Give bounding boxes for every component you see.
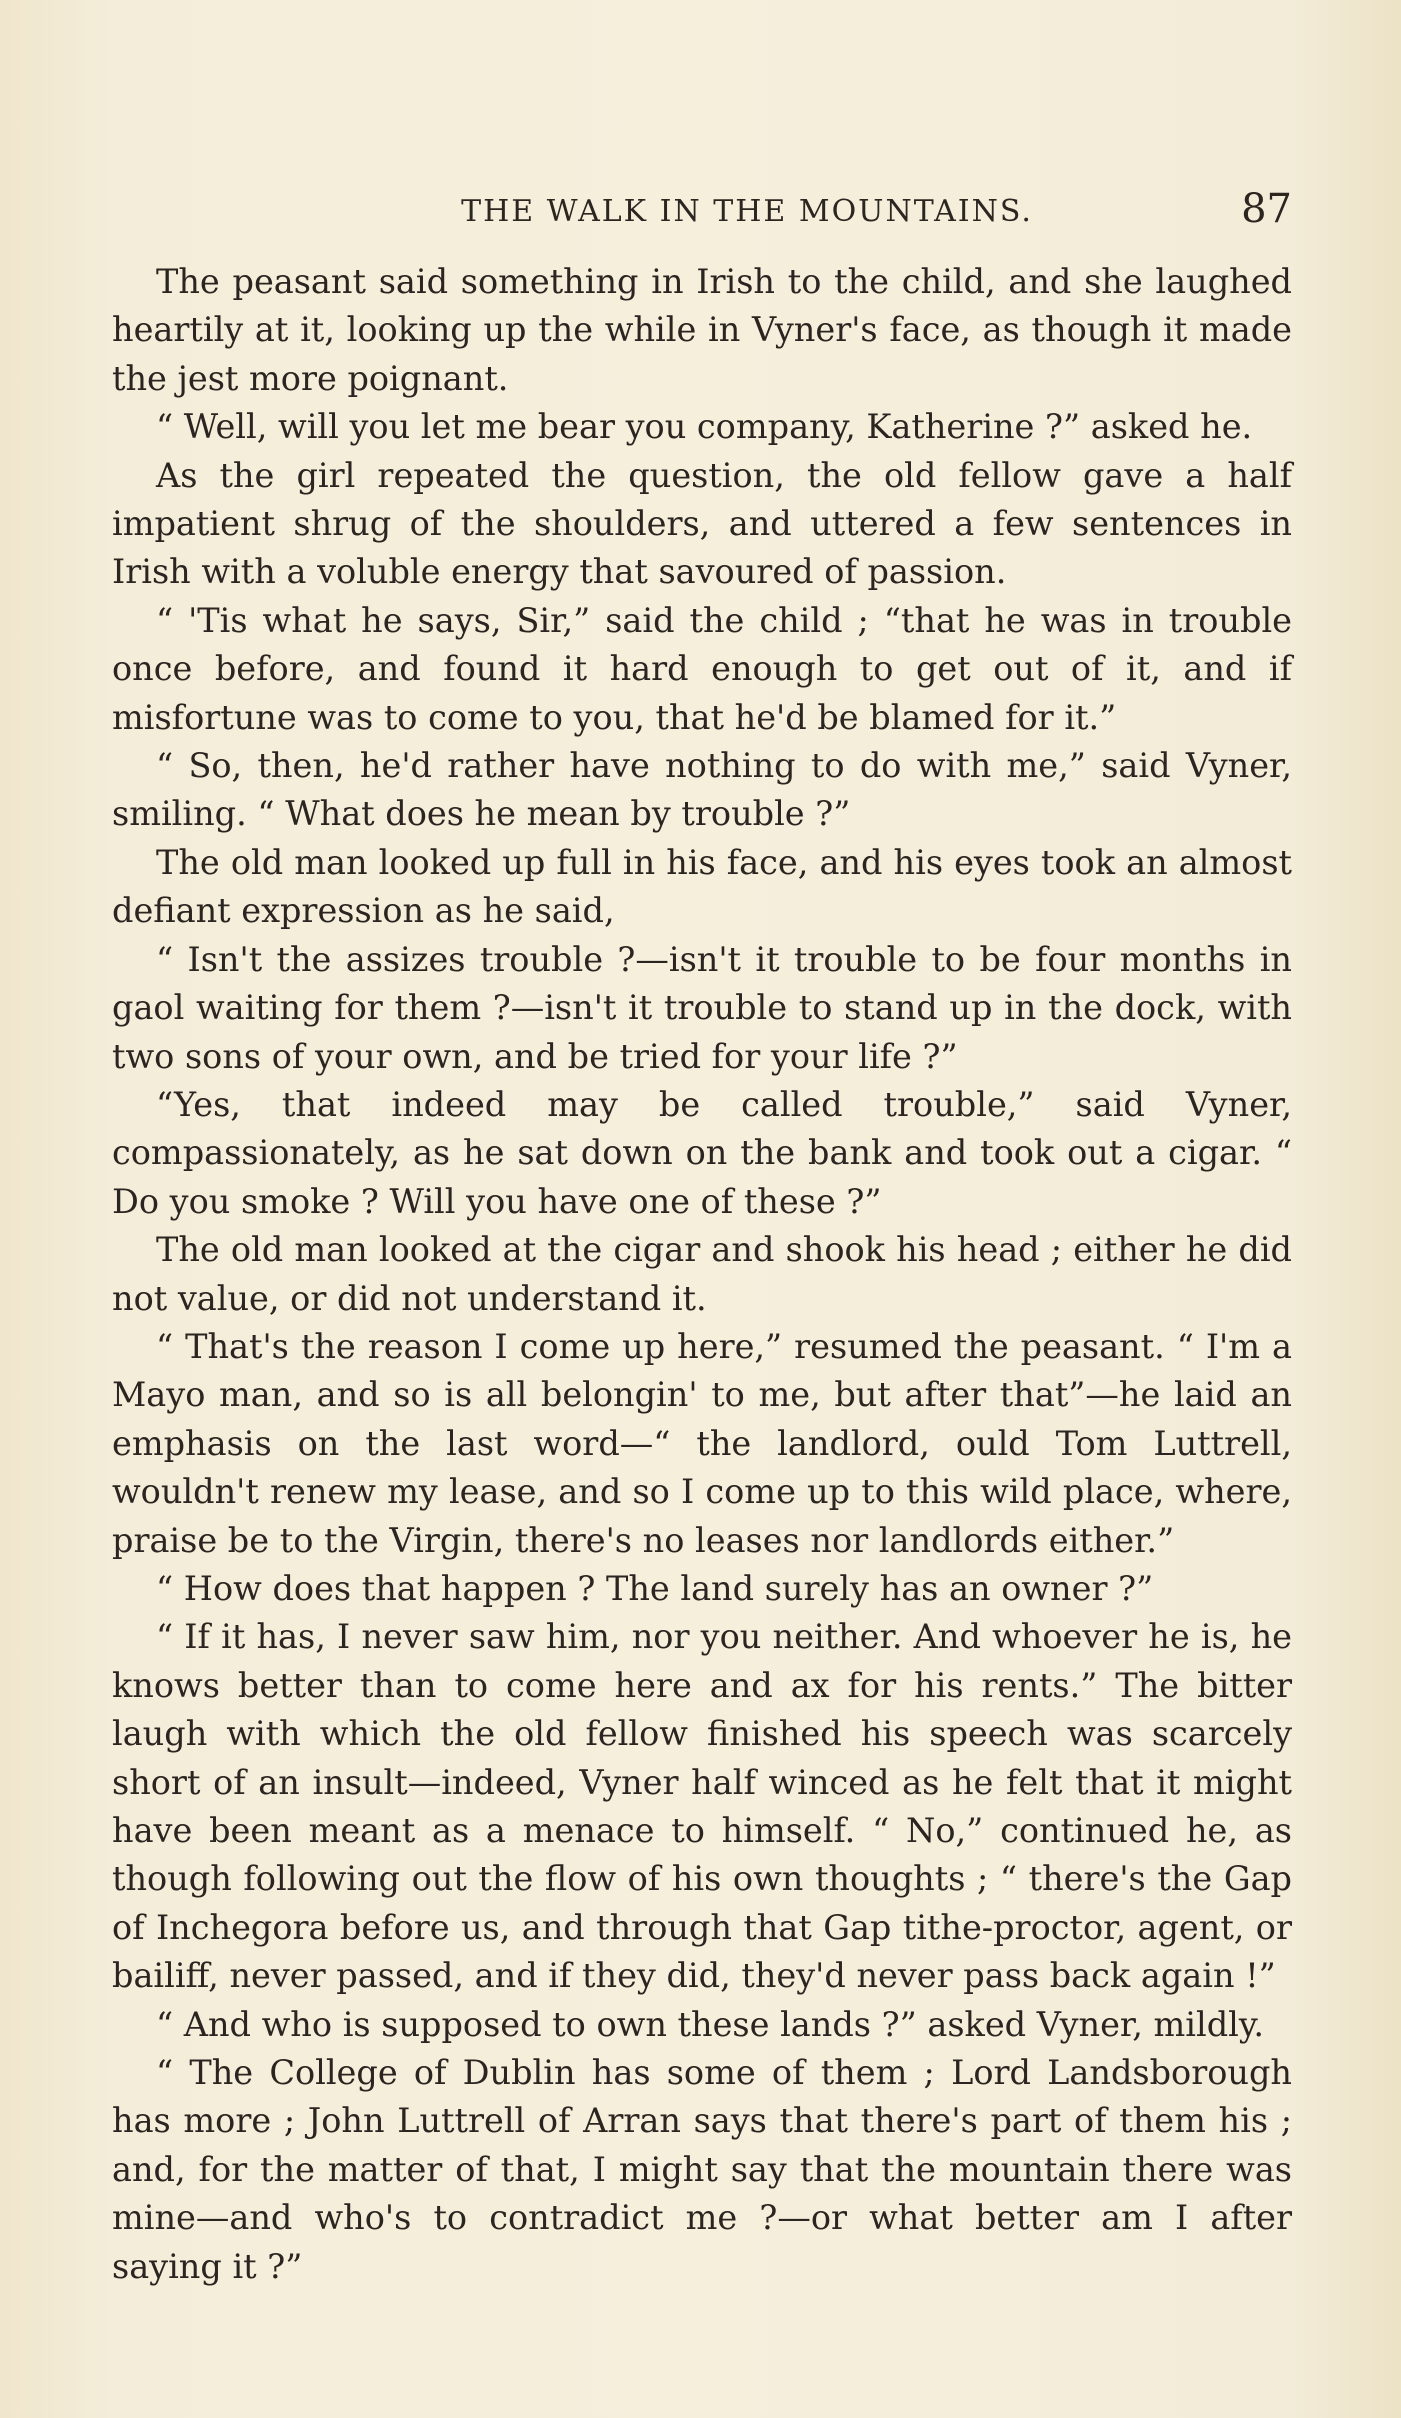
paragraph: “ That's the reason I come up here,” resumed the peasant. “ I'm a Mayo man, and so is all belongin' to me, but after that”—he laid an emphasis on the last word—“ the landlord, ould Tom Luttrell, wouldn't renew my lease, and so I come up to this wild place, where, praise be to the Virgin, there's no leases nor landlords either.” — [112, 1326, 1292, 1560]
paragraph: The old man looked up full in his face, and his eyes took an almost defiant expression as he said, — [112, 842, 1292, 931]
paragraph: “ Well, will you let me bear you company, Katherine ?” asked he. — [156, 407, 1253, 447]
paragraph: “ 'Tis what he says, Sir,” said the child ; “that he was in trouble once before, and found it hard enough to get out of it, and if misfortune was to come to you, that he'd be blamed for it.” — [112, 600, 1292, 737]
page-number: 87 — [1241, 186, 1292, 232]
paragraph: “Yes, that indeed may be called trouble,” said Vyner, compassionately, as he sat down on the bank and took out a cigar. “ Do you smoke ? Will you have one of these ?” — [112, 1084, 1292, 1221]
paragraph: “ The College of Dublin has some of them ; Lord Landsborough has more ; John Luttrell of Arran says that there's part of them his ; and, for the matter of that, I might say that the mountain there was mine—and who's to contradict me ?—or what better am I after saying it ?” — [112, 2053, 1292, 2286]
paragraph: “ So, then, he'd rather have nothing to do with me,” said Vyner, smiling. “ What does he mean by trouble ?” — [112, 746, 1292, 834]
paragraph: “ And who is supposed to own these lands ?” asked Vyner, mildly. — [156, 2004, 1265, 2044]
page-header — [112, 186, 1292, 236]
paragraph: “ How does that happen ? The land surely has an owner ?” — [156, 1568, 1154, 1608]
paragraph: “ If it has, I never saw him, nor you neither. And whoever he is, he knows better than to come here and ax for his rents.” The bitter laugh with which the old fellow finished his speech was scarcely short of an insult—indeed, Vyner half winced as he felt that it might have been meant as a menace to himself. “ No,” continued he, as though following out the flow of his own thoughts ; “ there's the Gap of Inchegora before us, and through that Gap tithe-proctor, agent, or bailiff, never passed, and if they did, they'd never pass back again !” — [112, 1617, 1292, 1996]
paragraph: As the girl repeated the question, the old fellow gave a half impatient shrug of the shoulders, and uttered a few sentences in Irish with a voluble energy that savoured of passion. — [112, 455, 1292, 592]
paragraph: The old man looked at the cigar and shook his head ; either he did not value, or did not understand it. — [112, 1230, 1292, 1318]
body-text — [112, 258, 1292, 2291]
running-head: THE WALK IN THE MOUNTAINS. — [461, 194, 1033, 229]
paragraph: “ Isn't the assizes trouble ?—isn't it trouble to be four months in gaol waiting for them ?—isn't it trouble to stand up in the dock, with two sons of your own, and be tried for your life ?” — [112, 939, 1292, 1076]
paragraph: The peasant said something in Irish to the child, and she laughed heartily at it, looking up the while in Vyner's face, as though it made the jest more poignant. — [112, 262, 1292, 398]
